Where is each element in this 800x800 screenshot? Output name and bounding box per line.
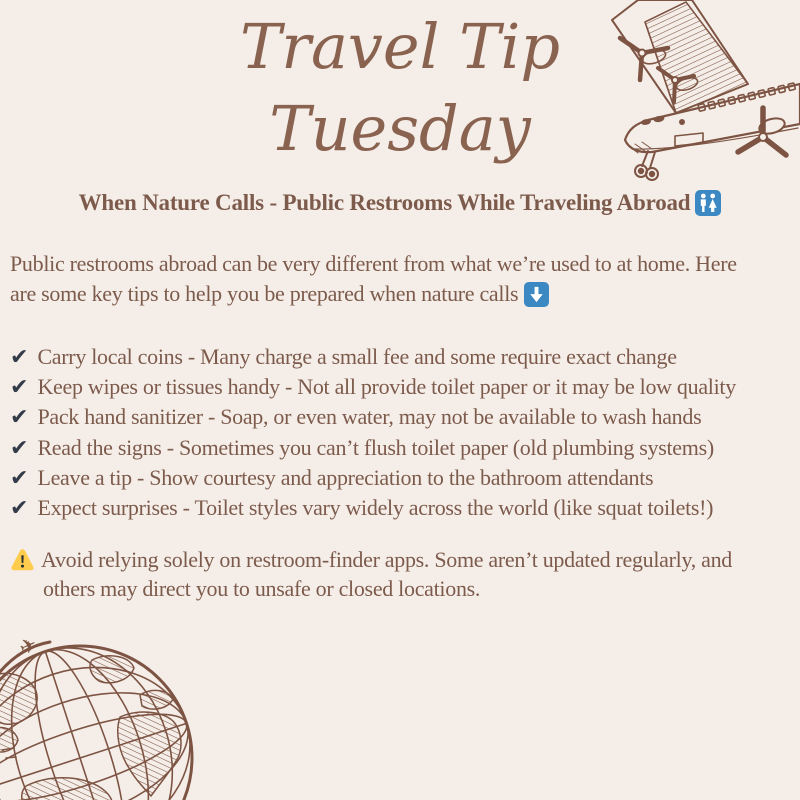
continent-europe — [140, 690, 173, 709]
tip-text: Leave a tip - Show courtesy and appreciation to the bathroom attendants — [37, 464, 654, 490]
subtitle — [0, 190, 800, 216]
tip-item — [10, 463, 736, 493]
tip-text: Read the signs - Sometimes you can’t flush toilet paper (old plumbing systems) — [37, 434, 714, 460]
tip-item — [10, 493, 736, 523]
warning-note — [10, 545, 800, 603]
intro-line-2: are some key tips to help you be prepared when nature calls — [10, 279, 800, 309]
intro-paragraph — [10, 249, 800, 309]
page-title — [0, 6, 800, 170]
check-icon: ✔ — [10, 465, 29, 491]
warning-line-2: others may direct you to unsafe or closed locations. — [43, 576, 481, 601]
down-arrow-emoji-icon — [524, 282, 549, 307]
tip-item — [10, 433, 736, 463]
title-line-1: Travel Tip — [239, 10, 561, 83]
warning-emoji-icon — [10, 547, 35, 572]
restroom-emoji-icon — [695, 190, 721, 216]
check-icon: ✔ — [10, 375, 29, 401]
mini-plane-icon: ✈ — [15, 631, 41, 661]
subtitle-text: When Nature Calls - Public Restrooms While Traveling Abroad — [78, 190, 691, 215]
tip-item — [10, 342, 736, 372]
tip-text: Expect surprises - Toilet styles vary widely across the world (like squat toilets!) — [37, 495, 714, 521]
tip-text: Pack hand sanitizer - Soap, or even water, may not be available to wash hands — [37, 404, 702, 430]
tip-item — [10, 402, 736, 432]
check-icon: ✔ — [10, 405, 29, 431]
continent-greenland — [90, 656, 134, 683]
tip-text: Keep wipes or tissues handy - Not all provide toilet paper or it may be low quality — [37, 374, 736, 400]
check-icon: ✔ — [10, 345, 29, 370]
tip-text: Carry local coins - Many charge a small fee and some require exact change — [37, 344, 677, 369]
title-line-2: Tuesday — [269, 92, 531, 165]
tips-list — [10, 342, 736, 523]
check-icon: ✔ — [10, 496, 29, 522]
warning-line-1: Avoid relying solely on restroom-finder apps. Some aren’t updated regularly, and — [10, 545, 800, 574]
tip-item — [10, 372, 736, 402]
check-icon: ✔ — [10, 435, 29, 461]
globe-illustration — [0, 600, 240, 800]
intro-line-1: Public restrooms abroad can be very different from what we’re used to at home. Here — [10, 251, 737, 276]
continent-north-america — [0, 673, 37, 724]
